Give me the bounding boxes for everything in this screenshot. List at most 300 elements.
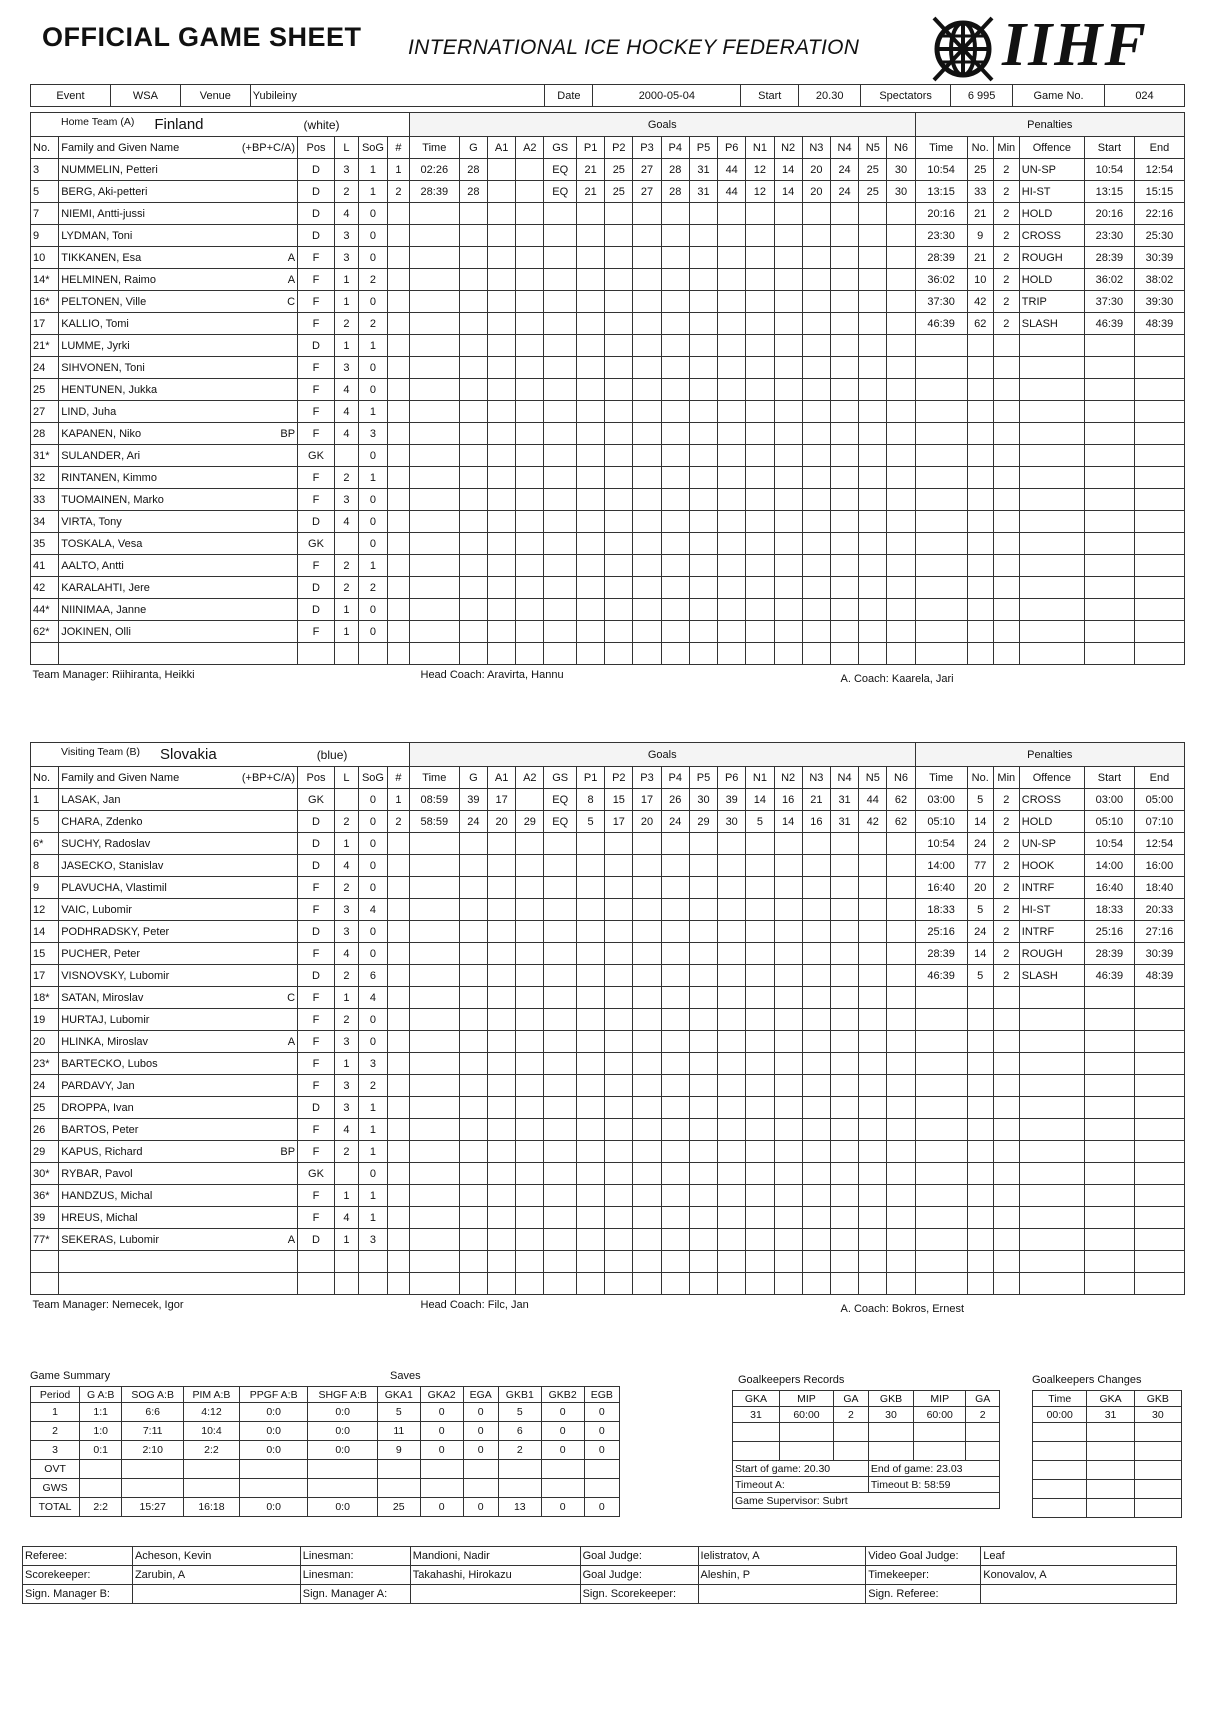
- pen-time: [915, 577, 967, 599]
- pen-offence: UN-SP: [1019, 833, 1084, 855]
- name-header: [59, 137, 298, 159]
- pen-time: 13:15: [915, 181, 967, 203]
- goal-time: [409, 533, 459, 555]
- pen-min: [993, 467, 1019, 489]
- gk-records-cell: 2: [966, 1407, 1000, 1423]
- goal-p2: [605, 1163, 633, 1185]
- gk-changes-empty: [1033, 1442, 1087, 1461]
- p5-header: P5: [689, 137, 717, 159]
- goal-p5: [689, 555, 717, 577]
- table-row: [31, 269, 1185, 291]
- summary-cell: 2:10: [122, 1441, 184, 1460]
- pen-end: 15:15: [1134, 181, 1184, 203]
- goal-p6: [718, 965, 746, 987]
- pen-time: [915, 445, 967, 467]
- player-name-text: SATAN, Miroslav: [61, 991, 144, 1004]
- goal-n6: [887, 577, 915, 599]
- goal-a2: [516, 225, 544, 247]
- summary-head: SOG A:B: [122, 1387, 184, 1403]
- pen-start: [1084, 335, 1134, 357]
- pen-start: [1084, 577, 1134, 599]
- goal-n3: [802, 445, 830, 467]
- goal-p6: [718, 987, 746, 1009]
- goal-p1: 21: [576, 159, 604, 181]
- gk-records-empty: [868, 1442, 913, 1461]
- name-label: Family and Given Name: [61, 771, 180, 784]
- goal-n2: [774, 1141, 802, 1163]
- player-line: 4: [334, 401, 358, 423]
- summary-cell: [463, 1460, 498, 1479]
- pen-no: [967, 1031, 993, 1053]
- goal-n4: [830, 577, 858, 599]
- goal-no: 1: [388, 159, 410, 181]
- pen-time: 10:54: [915, 159, 967, 181]
- player-sog: [358, 1273, 387, 1295]
- player-sog: 0: [358, 877, 387, 899]
- gk-changes-empty: [1033, 1423, 1087, 1442]
- goal-n2: [774, 291, 802, 313]
- pen-min: 2: [993, 811, 1019, 833]
- goal-n6: [887, 987, 915, 1009]
- goal-a2: [516, 1119, 544, 1141]
- goal-n5: [859, 877, 887, 899]
- pen-end: [1134, 511, 1184, 533]
- player-name: [59, 1141, 298, 1163]
- goal-p1: [576, 577, 604, 599]
- goal-n5: [859, 225, 887, 247]
- goal-p4: [661, 511, 689, 533]
- goal-p2: [605, 1251, 633, 1273]
- sheet-title: OFFICIAL GAME SHEET: [42, 22, 362, 52]
- n2-header: N2: [774, 767, 802, 789]
- pen-min: [993, 987, 1019, 1009]
- goal-p4: [661, 943, 689, 965]
- player-name: [59, 833, 298, 855]
- goal-a1: [487, 643, 515, 665]
- goal-time: [409, 511, 459, 533]
- summary-cell: 0: [541, 1441, 584, 1460]
- goal-p6: [718, 621, 746, 643]
- pen-start: 46:39: [1084, 965, 1134, 987]
- pen-end: 07:10: [1134, 811, 1184, 833]
- pen-start: 14:00: [1084, 855, 1134, 877]
- sog-header: SoG: [358, 137, 387, 159]
- goal-no: [388, 401, 410, 423]
- player-name-text: JOKINEN, Olli: [61, 625, 131, 638]
- goal-p2: [605, 1207, 633, 1229]
- goal-p3: [633, 1273, 661, 1295]
- player-pos: D: [298, 1097, 335, 1119]
- goal-n5: [859, 833, 887, 855]
- pen-end: [1134, 1229, 1184, 1251]
- goal-n2: [774, 855, 802, 877]
- gk-changes-empty: [1134, 1480, 1181, 1499]
- player-no: 33: [31, 489, 59, 511]
- goal-a1: [487, 401, 515, 423]
- goal-p2: 25: [605, 159, 633, 181]
- goal-n3: [802, 1075, 830, 1097]
- goal-p2: [605, 1097, 633, 1119]
- event-label: Event: [31, 85, 111, 107]
- iihf-logo: [928, 11, 1188, 86]
- player-line: 2: [334, 1009, 358, 1031]
- goal-time: [409, 291, 459, 313]
- goal-p3: [633, 987, 661, 1009]
- player-pos: F: [298, 621, 335, 643]
- player-sog: [358, 643, 387, 665]
- date-value: 2000-05-04: [593, 85, 741, 107]
- gk-changes-head: GKB: [1134, 1391, 1181, 1407]
- pen-no: 5: [967, 789, 993, 811]
- table-row: [31, 1403, 620, 1422]
- pen-no: [967, 423, 993, 445]
- pen-offence: TRIP: [1019, 291, 1084, 313]
- goal-n1: [746, 511, 774, 533]
- pen-no: 77: [967, 855, 993, 877]
- player-pos: F: [298, 401, 335, 423]
- goal-n1: [746, 855, 774, 877]
- player-sog: 0: [358, 1031, 387, 1053]
- goal-no: [388, 599, 410, 621]
- goal-p5: [689, 1251, 717, 1273]
- goal-n4: 31: [830, 811, 858, 833]
- pen-time: [915, 357, 967, 379]
- goal-time: [409, 1009, 459, 1031]
- gk-changes-cell: 31: [1087, 1407, 1134, 1423]
- pen-no: 5: [967, 965, 993, 987]
- player-name-text: SIHVONEN, Toni: [61, 361, 145, 374]
- pen-offence: [1019, 1031, 1084, 1053]
- player-name-text: HREUS, Michal: [61, 1211, 138, 1224]
- goal-time: [409, 269, 459, 291]
- goal-time: [409, 577, 459, 599]
- goal-a2: [516, 899, 544, 921]
- goal-p5: [689, 1031, 717, 1053]
- player-no: 5: [31, 181, 59, 203]
- goal-n3: [802, 1273, 830, 1295]
- pen-time: 05:10: [915, 811, 967, 833]
- goal-n1: [746, 401, 774, 423]
- goal-p5: [689, 643, 717, 665]
- away-team-label: Visiting Team (B): [61, 746, 140, 758]
- goal-p3: [633, 1185, 661, 1207]
- pen-start: [1084, 555, 1134, 577]
- table-row: [31, 1460, 620, 1479]
- pen-offence: [1019, 1207, 1084, 1229]
- pen-min: [993, 423, 1019, 445]
- goal-situation: [544, 877, 577, 899]
- sign-manager-b-label: Sign. Manager B:: [23, 1585, 133, 1604]
- pen-no: 20: [967, 877, 993, 899]
- goal-a2: [516, 1229, 544, 1251]
- player-pos: F: [298, 1075, 335, 1097]
- goal-n6: [887, 269, 915, 291]
- gk-records-head: GKB: [868, 1391, 913, 1407]
- federation-name: INTERNATIONAL ICE HOCKEY FEDERATION: [408, 36, 860, 59]
- goal-n1: [746, 1163, 774, 1185]
- pen-end: [1134, 643, 1184, 665]
- goal-situation: [544, 1009, 577, 1031]
- player-name-text: NUMMELIN, Petteri: [61, 163, 158, 176]
- goal-n3: [802, 291, 830, 313]
- player-sog: 0: [358, 621, 387, 643]
- player-line: 4: [334, 855, 358, 877]
- goal-p6: [718, 445, 746, 467]
- table-row: [31, 203, 1185, 225]
- player-pos: F: [298, 899, 335, 921]
- summary-cell: [184, 1460, 240, 1479]
- goal-no: [388, 225, 410, 247]
- goal-p4: 26: [661, 789, 689, 811]
- goal-n2: [774, 1009, 802, 1031]
- goal-a1: [487, 1119, 515, 1141]
- n1-header: N1: [746, 767, 774, 789]
- goal-time: 28:39: [409, 181, 459, 203]
- goal-time: [409, 1229, 459, 1251]
- pen-end: [1134, 1075, 1184, 1097]
- goal-situation: [544, 511, 577, 533]
- goal-n5: [859, 533, 887, 555]
- pen-offence: [1019, 467, 1084, 489]
- pen-end: [1134, 1119, 1184, 1141]
- goal-p3: [633, 511, 661, 533]
- goal-n6: [887, 599, 915, 621]
- pen-end: [1134, 1141, 1184, 1163]
- goal-n5: [859, 621, 887, 643]
- pen-time: [915, 489, 967, 511]
- table-row: [31, 379, 1185, 401]
- player-no: 9: [31, 877, 59, 899]
- pen-offence: UN-SP: [1019, 159, 1084, 181]
- goal-p2: [605, 357, 633, 379]
- pen-no-header: No.: [967, 137, 993, 159]
- goal-a2: [516, 401, 544, 423]
- goal-n5: [859, 511, 887, 533]
- goal-p5: [689, 877, 717, 899]
- goal-time: [409, 555, 459, 577]
- player-no: 29: [31, 1141, 59, 1163]
- pen-end: 22:16: [1134, 203, 1184, 225]
- goal-a1: [487, 1053, 515, 1075]
- venue-label: Venue: [180, 85, 250, 107]
- pen-time: [915, 379, 967, 401]
- goal-p1: [576, 1075, 604, 1097]
- goal-n5: 25: [859, 181, 887, 203]
- p6-header: P6: [718, 767, 746, 789]
- pen-end: [1134, 1207, 1184, 1229]
- goal-no: [388, 1141, 410, 1163]
- goal-p3: 20: [633, 811, 661, 833]
- pen-time: [915, 1119, 967, 1141]
- pen-min: 2: [993, 313, 1019, 335]
- pen-end: [1134, 1053, 1184, 1075]
- pen-min: 2: [993, 833, 1019, 855]
- player-sog: 1: [358, 555, 387, 577]
- goal-p2: [605, 643, 633, 665]
- goal-p2: [605, 943, 633, 965]
- linesman2-value: Takahashi, Hirokazu: [410, 1566, 580, 1585]
- goal-p6: [718, 511, 746, 533]
- pen-end: [1134, 599, 1184, 621]
- pen-time: [915, 1207, 967, 1229]
- game-supervisor: Game Supervisor: Subrt: [733, 1493, 1000, 1509]
- goal-p5: [689, 313, 717, 335]
- pen-offence: CROSS: [1019, 225, 1084, 247]
- goal-a2: 29: [516, 811, 544, 833]
- goal-a1: [487, 877, 515, 899]
- goal-p6: [718, 1185, 746, 1207]
- goal-p2: [605, 621, 633, 643]
- goal-situation: [544, 1185, 577, 1207]
- pen-start: [1084, 1141, 1134, 1163]
- goal-p6: [718, 1141, 746, 1163]
- summary-cell: [184, 1479, 240, 1498]
- goal-n6: [887, 1185, 915, 1207]
- player-line: 2: [334, 313, 358, 335]
- goal-n2: [774, 1097, 802, 1119]
- goal-n4: [830, 445, 858, 467]
- p3-header: P3: [633, 767, 661, 789]
- goal-p2: [605, 533, 633, 555]
- player-name-text: LYDMAN, Toni: [61, 229, 133, 242]
- player-pos: F: [298, 555, 335, 577]
- goal-a1: [487, 489, 515, 511]
- goal-p5: [689, 467, 717, 489]
- pen-min: [993, 1141, 1019, 1163]
- goal-p3: [633, 1163, 661, 1185]
- goal-p1: [576, 379, 604, 401]
- player-name-text: SEKERAS, Lubomir: [61, 1233, 160, 1246]
- summary-cell: 4:12: [184, 1403, 240, 1422]
- goal-p1: [576, 555, 604, 577]
- goal-p3: [633, 965, 661, 987]
- gk-records-head: GKA: [733, 1391, 780, 1407]
- player-line: 2: [334, 877, 358, 899]
- pen-end: [1134, 1273, 1184, 1295]
- goal-p6: [718, 247, 746, 269]
- goal-n2: [774, 1207, 802, 1229]
- pen-no-header: No.: [967, 767, 993, 789]
- goal-n6: [887, 877, 915, 899]
- goal-n5: [859, 577, 887, 599]
- goal-n1: [746, 445, 774, 467]
- goal-n5: [859, 555, 887, 577]
- summary-cell: 2:2: [80, 1498, 122, 1517]
- pen-min: [993, 1251, 1019, 1273]
- iihf-logo-text: IIHF: [1002, 11, 1148, 79]
- goal-n3: [802, 1009, 830, 1031]
- goal-p1: [576, 1207, 604, 1229]
- table-row: [31, 423, 1185, 445]
- goal-no: [388, 1053, 410, 1075]
- goal-n3: 20: [802, 159, 830, 181]
- goal-n6: [887, 855, 915, 877]
- goal-n3: [802, 489, 830, 511]
- pen-offence: CROSS: [1019, 789, 1084, 811]
- goal-a1: [487, 1207, 515, 1229]
- goal-situation: [544, 1075, 577, 1097]
- sign-manager-b: [132, 1585, 300, 1604]
- goal-p5: [689, 1075, 717, 1097]
- player-sog: 3: [358, 1053, 387, 1075]
- player-line: 4: [334, 511, 358, 533]
- sign-referee: [981, 1585, 1177, 1604]
- goal-p2: [605, 203, 633, 225]
- goal-no: [388, 987, 410, 1009]
- goal-time-header: Time: [409, 137, 459, 159]
- goal-a2: [516, 445, 544, 467]
- player-name-text: HLINKA, Miroslav: [61, 1035, 149, 1048]
- goal-p6: [718, 1207, 746, 1229]
- goal-scorer: [459, 489, 487, 511]
- goal-a2: [516, 269, 544, 291]
- pen-end-header: End: [1134, 137, 1184, 159]
- player-name: [59, 291, 298, 313]
- player-pos: F: [298, 467, 335, 489]
- goal-p4: [661, 1185, 689, 1207]
- goal-scorer: [459, 921, 487, 943]
- player-name-text: PODHRADSKY, Peter: [61, 925, 170, 938]
- goal-n1: [746, 1251, 774, 1273]
- goal-a2: [516, 335, 544, 357]
- goals-header: Goals: [409, 743, 915, 767]
- player-line: 3: [334, 1097, 358, 1119]
- goal-p3: [633, 1075, 661, 1097]
- goal-n1: [746, 1075, 774, 1097]
- goal-n6: [887, 1229, 915, 1251]
- goal-p3: [633, 247, 661, 269]
- goal-p6: [718, 313, 746, 335]
- no-header: No.: [31, 137, 59, 159]
- goal-p2: 25: [605, 181, 633, 203]
- goal-n5: [859, 987, 887, 1009]
- goal-time: [409, 1097, 459, 1119]
- gk-changes-empty: [1134, 1461, 1181, 1480]
- goal-n3: [802, 1097, 830, 1119]
- goal-time: [409, 1273, 459, 1295]
- gk-records-empty: [834, 1423, 869, 1442]
- goal-n4: [830, 921, 858, 943]
- goal-n1: [746, 899, 774, 921]
- pen-no: [967, 1207, 993, 1229]
- summary-cell: 0: [584, 1422, 619, 1441]
- goal-n1: [746, 877, 774, 899]
- summary-cell: TOTAL: [31, 1498, 80, 1517]
- goal-n4: [830, 1009, 858, 1031]
- goal-n2: [774, 489, 802, 511]
- goal-no: [388, 335, 410, 357]
- pen-time: 18:33: [915, 899, 967, 921]
- goal-a2: [516, 159, 544, 181]
- goal-n1: [746, 1053, 774, 1075]
- goal-n5: [859, 1207, 887, 1229]
- gk-changes-empty: [1087, 1442, 1134, 1461]
- goal-n1: [746, 1031, 774, 1053]
- pen-time: 37:30: [915, 291, 967, 313]
- player-line: 2: [334, 811, 358, 833]
- goal-p2: [605, 1053, 633, 1075]
- goal-n6: [887, 401, 915, 423]
- start-value: 20.30: [799, 85, 861, 107]
- goal-n4: [830, 1031, 858, 1053]
- player-name-text: TOSKALA, Vesa: [61, 537, 143, 550]
- goal-a2: [516, 921, 544, 943]
- goal-p2: [605, 291, 633, 313]
- goal-n5: [859, 423, 887, 445]
- pen-end: [1134, 1185, 1184, 1207]
- goal-n1: [746, 1229, 774, 1251]
- table-row: [31, 943, 1185, 965]
